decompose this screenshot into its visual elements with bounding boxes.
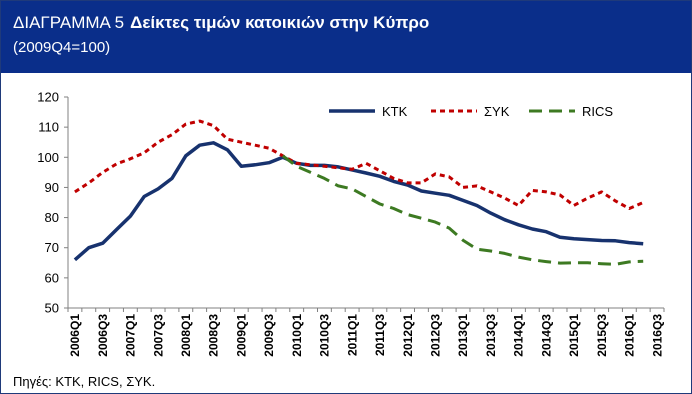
x-tick-label: 2016Q1	[622, 314, 637, 357]
y-tick-label: 60	[44, 270, 59, 286]
series-line-2	[75, 121, 643, 208]
series-line-1	[75, 143, 643, 260]
x-tick-label: 2008Q1	[179, 314, 194, 357]
x-tick-label: 2007Q1	[123, 314, 138, 357]
y-tick-label: 50	[44, 300, 59, 316]
legend	[329, 104, 613, 119]
x-tick-label: 2014Q1	[511, 314, 526, 357]
y-tick-label: 100	[37, 149, 59, 165]
x-tick-label: 2014Q3	[539, 314, 554, 357]
chart-title-text: Δείκτες τιμών κατοικιών στην Κύπρο	[130, 13, 430, 32]
y-axis	[37, 90, 68, 316]
x-tick-label: 2015Q1	[567, 314, 582, 357]
plot-area	[75, 121, 643, 264]
x-tick-label: 2011Q1	[345, 314, 360, 357]
chart-title	[13, 13, 429, 33]
legend-label-3: RICS	[582, 104, 614, 119]
y-tick-label: 120	[37, 89, 59, 105]
x-tick-label: 2010Q1	[289, 314, 304, 357]
legend-label-2: ΣΥΚ	[484, 104, 510, 119]
source-note: Πηγές: ΚΤΚ, RICS, ΣΥΚ.	[13, 374, 156, 389]
y-tick-label: 110	[38, 119, 59, 135]
x-tick-label: 2006Q1	[68, 314, 83, 357]
x-tick-label: 2016Q3	[650, 314, 665, 357]
x-tick-label: 2012Q3	[428, 314, 443, 357]
x-tick-label: 2009Q3	[262, 314, 277, 357]
x-tick-label: 2007Q3	[151, 314, 166, 357]
x-axis	[68, 308, 664, 357]
x-tick-label: 2011Q3	[373, 314, 388, 357]
x-tick-label: 2013Q1	[456, 314, 471, 357]
x-tick-label: 2009Q1	[234, 314, 249, 357]
x-tick-label: 2008Q3	[206, 314, 221, 357]
chart-subtitle: (2009Q4=100)	[13, 39, 111, 56]
y-tick-label: 70	[44, 240, 59, 256]
chart-number: ΔΙΑΓΡΑΜΜΑ 5	[13, 13, 125, 32]
x-tick-label: 2013Q3	[483, 313, 498, 357]
x-tick-label: 2010Q3	[317, 314, 332, 357]
line-chart	[1, 73, 691, 371]
x-tick-label: 2015Q3	[594, 314, 609, 357]
x-tick-label: 2006Q3	[95, 314, 110, 357]
chart-header	[1, 1, 691, 73]
series-line-3	[283, 156, 643, 264]
legend-label-1: ΚΤΚ	[382, 104, 408, 119]
y-tick-label: 90	[44, 179, 59, 195]
y-tick-label: 80	[44, 210, 59, 226]
x-tick-label: 2012Q1	[400, 314, 415, 357]
